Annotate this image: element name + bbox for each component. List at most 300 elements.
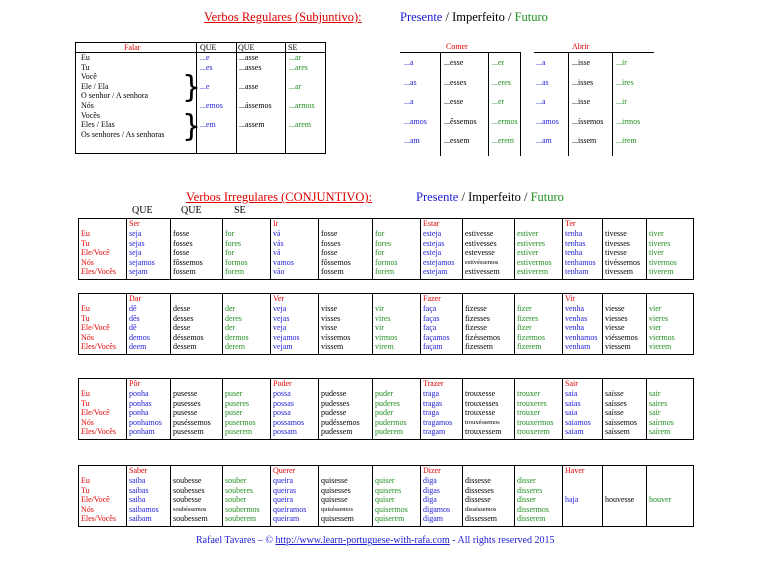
cell: formos xyxy=(375,257,398,267)
col-divider xyxy=(602,465,603,526)
col-divider xyxy=(222,465,223,526)
cell: tiver xyxy=(649,229,664,238)
cell: quiséssemos xyxy=(321,505,353,513)
cell: possam xyxy=(273,427,297,437)
cell: possas xyxy=(273,398,294,408)
falar-header: Falar xyxy=(124,43,141,52)
cell: vejam xyxy=(273,342,293,352)
verb-label: Saber xyxy=(129,466,148,475)
conjugation-col xyxy=(375,389,420,437)
cell: ponha xyxy=(129,408,149,418)
regular-legend xyxy=(400,10,548,25)
conjugation-col xyxy=(649,476,692,524)
col-divider xyxy=(270,378,271,439)
cell: dês xyxy=(129,313,140,323)
cell: saias xyxy=(565,398,581,408)
cell xyxy=(605,476,646,486)
col-divider xyxy=(318,218,319,279)
col-divider xyxy=(372,465,373,526)
se-header: SE xyxy=(234,205,246,216)
conjugation-col xyxy=(565,229,602,277)
cell: quiserem xyxy=(375,514,405,524)
verb-label: Fazer xyxy=(423,294,441,303)
cell: dê xyxy=(129,323,137,333)
cell: vieres xyxy=(649,313,669,323)
pronoun: Ele/Você xyxy=(81,408,110,418)
cell: ...ires xyxy=(616,77,634,87)
conjugation-col xyxy=(225,304,270,352)
cell: fôssemos xyxy=(173,257,203,267)
conjugation-col xyxy=(605,304,646,352)
cell: ponhamos xyxy=(129,417,162,427)
cell: pusermos xyxy=(225,417,256,427)
regular-title xyxy=(204,10,362,25)
cell: trouxermos xyxy=(517,417,554,427)
cell: trouxéssemos xyxy=(465,418,500,426)
footer-copyright: Rafael Tavares – © xyxy=(196,535,276,546)
col-divider xyxy=(488,52,489,156)
conjugation-col xyxy=(565,476,602,524)
cell: soubéssemos xyxy=(173,505,207,513)
cell xyxy=(200,130,223,140)
cell: vá xyxy=(273,248,281,258)
verb-label: Ser xyxy=(129,219,140,228)
verb-label: Vir xyxy=(565,294,576,303)
cell xyxy=(565,514,602,524)
brace-icon: } xyxy=(182,109,202,144)
col-divider xyxy=(462,293,463,354)
que-header: QUE xyxy=(181,205,202,216)
cell: pudéssemos xyxy=(321,417,360,427)
cell xyxy=(200,72,223,82)
cell: esteja xyxy=(423,248,442,258)
cell: soubesse xyxy=(173,495,202,505)
cell: venhas xyxy=(565,313,588,323)
cell: ...am xyxy=(536,136,552,145)
comer-presente-col xyxy=(404,53,427,151)
verb-label: Dizer xyxy=(423,466,441,475)
cell: seja xyxy=(129,248,142,258)
cell: ...essem xyxy=(444,136,470,145)
cell xyxy=(239,72,272,82)
cell: fizer xyxy=(517,323,532,333)
cell xyxy=(200,111,223,121)
cell: ...es xyxy=(200,62,213,72)
abrir-header: Abrir xyxy=(572,42,590,51)
cell: tiveres xyxy=(649,238,671,248)
cell: ...ir xyxy=(616,97,627,106)
pronoun: Ele/Você xyxy=(81,248,110,258)
col-divider xyxy=(420,378,421,439)
col-divider xyxy=(646,293,647,354)
cell: saiba xyxy=(129,476,146,485)
cell: vão xyxy=(273,267,285,277)
cell: puder xyxy=(375,408,394,418)
pronoun: Nós xyxy=(81,332,94,342)
irregular-title xyxy=(186,190,372,205)
col-divider xyxy=(170,465,171,526)
conjugation-col xyxy=(517,476,562,524)
legend-sep: / xyxy=(442,10,453,24)
cell: der xyxy=(225,323,236,333)
cell: ...issem xyxy=(572,136,597,145)
cell: haja xyxy=(565,495,579,505)
cell xyxy=(565,505,602,515)
conjugation-col xyxy=(273,229,318,277)
cell: ...eres xyxy=(492,77,511,87)
conjugation-col xyxy=(321,304,372,352)
cell: dissesse xyxy=(465,495,491,505)
cell: estejam xyxy=(423,267,448,277)
verb-label: Estar xyxy=(423,219,440,228)
pronoun: Eu xyxy=(81,229,90,238)
cell: quisermos xyxy=(375,504,408,514)
cell: fizerem xyxy=(517,342,542,352)
conjugation-col xyxy=(225,389,270,437)
pronoun: Tu xyxy=(81,313,90,323)
cell xyxy=(649,476,692,486)
cell: puder xyxy=(375,389,394,398)
cell: pudermos xyxy=(375,417,407,427)
cell: venha xyxy=(565,323,585,333)
cell: quisessem xyxy=(321,514,354,524)
conjugation-col xyxy=(517,389,562,437)
se-header: SE xyxy=(288,43,298,52)
legend-presente: Presente xyxy=(416,190,459,204)
col-divider xyxy=(462,378,463,439)
col-divider xyxy=(646,218,647,279)
cell: desse xyxy=(173,323,191,333)
col-divider xyxy=(562,378,563,439)
cell: trouxer xyxy=(517,408,541,418)
cell: quisesse xyxy=(321,495,348,505)
cell: fizeres xyxy=(517,313,539,323)
cell: possa xyxy=(273,389,291,398)
pronoun-col xyxy=(81,304,116,352)
pronoun-col xyxy=(81,229,116,277)
cell: puser xyxy=(225,389,243,398)
footer-link[interactable]: http://www.learn-portuguese-with-rafa.com xyxy=(275,535,450,546)
col-divider xyxy=(646,378,647,439)
col-divider xyxy=(318,465,319,526)
conjugation-col xyxy=(517,304,562,352)
conjugation-col xyxy=(129,389,170,437)
cell: tivesses xyxy=(605,238,630,248)
que-header: QUE xyxy=(132,205,153,216)
cell: fosse xyxy=(173,248,190,258)
col-divider xyxy=(170,378,171,439)
cell: tiverem xyxy=(649,267,674,277)
cell: Tu xyxy=(81,62,90,72)
cell: tragas xyxy=(423,398,443,408)
cell: ...ermos xyxy=(492,116,518,126)
cell: seja xyxy=(129,229,142,238)
cell xyxy=(565,476,602,486)
conjugation-col xyxy=(375,304,420,352)
cell: possamos xyxy=(273,417,305,427)
cell: ...esse xyxy=(444,97,464,106)
cell: fossem xyxy=(321,267,344,277)
cell: disser xyxy=(517,476,536,485)
cell: fores xyxy=(225,238,241,248)
col-divider xyxy=(318,293,319,354)
cell: virem xyxy=(375,342,394,352)
que-header: QUE xyxy=(238,43,255,52)
cell: pudesse xyxy=(321,408,347,418)
cell: desses xyxy=(173,313,194,323)
col-divider xyxy=(372,218,373,279)
cell: ...as xyxy=(536,77,549,87)
legend-sep: / xyxy=(504,10,515,24)
cell: Eles / Elas xyxy=(81,120,115,130)
conjugation-col xyxy=(321,476,372,524)
cell: ...amos xyxy=(404,116,427,126)
conjugation-col xyxy=(423,476,462,524)
cell: estivermos xyxy=(517,257,552,267)
cell: saíssemos xyxy=(605,417,637,427)
col-divider xyxy=(562,293,563,354)
col-divider xyxy=(602,378,603,439)
cell: visse xyxy=(321,323,337,333)
cell: dissermos xyxy=(517,504,549,514)
cell: saíssem xyxy=(605,427,630,437)
conjugation-col xyxy=(423,389,462,437)
verb-label: Querer xyxy=(273,466,296,475)
col-divider xyxy=(420,293,421,354)
cell: vir xyxy=(375,304,384,313)
cell: vamos xyxy=(273,257,294,267)
cell: sejas xyxy=(129,238,145,248)
cell: queiram xyxy=(273,514,300,524)
cell: formos xyxy=(225,257,248,267)
cell: fosse xyxy=(321,229,338,238)
cell: saia xyxy=(565,408,578,418)
cell: ...a xyxy=(536,58,546,67)
col-divider xyxy=(222,218,223,279)
verb-label: Haver xyxy=(565,466,585,475)
cell: queira xyxy=(273,476,293,485)
cell: faça xyxy=(423,304,437,313)
conjugation-col xyxy=(465,476,514,524)
cell: ...esses xyxy=(444,77,467,87)
cell: digas xyxy=(423,485,440,495)
cell: for xyxy=(375,229,385,238)
cell: ...er xyxy=(492,58,505,67)
cell: veja xyxy=(273,323,287,333)
cell: venha xyxy=(565,304,585,313)
cell: estejamos xyxy=(423,257,455,267)
legend-futuro: Futuro xyxy=(514,10,548,24)
cell xyxy=(200,91,223,101)
cell: ...irem xyxy=(616,136,637,145)
cell: tivesse xyxy=(605,248,627,258)
col-divider xyxy=(462,218,463,279)
cell: Eu xyxy=(81,53,90,62)
conjugation-col xyxy=(225,229,270,277)
cell: ...a xyxy=(404,58,414,67)
cell: puséssemos xyxy=(173,417,211,427)
cell: visse xyxy=(321,304,337,313)
cell: puserem xyxy=(225,427,253,437)
cell: vás xyxy=(273,238,284,248)
cell: fossem xyxy=(173,267,196,277)
cell: trouxerem xyxy=(517,427,550,437)
cell: sejamos xyxy=(129,257,155,267)
cell: fosse xyxy=(321,248,338,258)
legend-presente: Presente xyxy=(400,10,443,24)
regular-pronouns xyxy=(81,53,165,139)
cell: viesse xyxy=(605,323,625,333)
cell: faças xyxy=(423,313,440,323)
cell: tenha xyxy=(565,248,583,258)
cell: puderem xyxy=(375,427,403,437)
cell: saísse xyxy=(605,389,624,398)
regular-futuro-col xyxy=(289,53,315,139)
cell: fizéssemos xyxy=(465,332,501,342)
cell: trouxesse xyxy=(465,408,496,418)
col-divider xyxy=(318,378,319,439)
pronoun: Eles/Vocês xyxy=(81,514,116,524)
col-divider xyxy=(126,218,127,279)
cell: forem xyxy=(225,267,245,277)
pronoun: Nós xyxy=(81,417,94,427)
conjugation-col xyxy=(225,476,270,524)
cell: ...irmos xyxy=(616,116,641,126)
cell: vier xyxy=(649,304,662,313)
cell: visses xyxy=(321,313,341,323)
cell xyxy=(605,486,646,496)
cell: sair xyxy=(649,389,661,398)
cell: ...armos xyxy=(289,100,315,110)
cell: fizessem xyxy=(465,342,493,352)
cell: ...ar xyxy=(289,53,302,62)
cell: fizer xyxy=(517,304,532,313)
brace-icon: } xyxy=(182,70,202,105)
cell: deem xyxy=(129,342,147,352)
pronoun: Eles/Vocês xyxy=(81,427,116,437)
cell: vier xyxy=(649,323,662,333)
cell: veja xyxy=(273,304,287,313)
cell: disséssemos xyxy=(465,505,497,513)
cell: puseres xyxy=(225,398,249,408)
cell: saísses xyxy=(605,398,627,408)
cell: vir xyxy=(375,323,384,333)
conjugation-col xyxy=(565,304,602,352)
legend-imperfeito: Imperfeito xyxy=(452,10,505,24)
conjugation-col xyxy=(649,389,692,437)
cell xyxy=(649,486,692,496)
cell: ...am xyxy=(404,136,420,145)
pronoun: Eu xyxy=(81,476,90,485)
col-divider xyxy=(372,293,373,354)
conjugation-col xyxy=(649,229,692,277)
cell: ...a xyxy=(536,97,546,106)
cell: estiver xyxy=(517,248,539,258)
cell: for xyxy=(225,229,235,238)
footer xyxy=(196,535,554,546)
cell: Ele / Ela xyxy=(81,81,109,91)
conjugation-col xyxy=(465,389,514,437)
col-divider xyxy=(170,218,171,279)
cell: soubesses xyxy=(173,485,205,495)
col-divider xyxy=(612,52,613,156)
cell: pudesse xyxy=(321,389,347,398)
conjugation-col xyxy=(129,229,170,277)
cell: viesse xyxy=(605,304,625,313)
pronoun: Eu xyxy=(81,389,90,398)
col-divider xyxy=(126,465,127,526)
cell: estivéssemos xyxy=(465,258,499,266)
cell: vierem xyxy=(649,342,672,352)
cell: Os senhores / As senhoras xyxy=(81,129,165,139)
cell: fizermos xyxy=(517,332,545,342)
cell: estiveres xyxy=(517,238,545,248)
cell: saiba xyxy=(129,495,146,505)
conjugation-col xyxy=(173,389,222,437)
cell: fizesse xyxy=(465,304,487,313)
cell: soubessem xyxy=(173,514,208,524)
cell: viéssemos xyxy=(605,332,638,342)
cell: ponhas xyxy=(129,398,152,408)
cell: quiser xyxy=(375,495,395,505)
cell: fosses xyxy=(321,238,341,248)
cell: Nós xyxy=(81,100,94,110)
cell: saibamos xyxy=(129,504,159,514)
cell: esteja xyxy=(423,229,442,238)
cell xyxy=(605,514,646,524)
irregular-title-text: Verbos Irregulares (CONJUNTIVO): xyxy=(186,190,373,204)
cell: dissesses xyxy=(465,485,494,495)
cell xyxy=(649,514,692,524)
cell xyxy=(289,130,315,140)
col-divider xyxy=(170,293,171,354)
cell: viesses xyxy=(605,313,628,323)
cell: vá xyxy=(273,229,281,238)
cell: estivesse xyxy=(465,229,494,238)
cell: vejamos xyxy=(273,332,300,342)
cell: quisesse xyxy=(321,476,348,485)
cell: deres xyxy=(225,313,242,323)
cell xyxy=(289,91,315,101)
verb-label: Ver xyxy=(273,294,285,303)
cell: ...erem xyxy=(492,136,514,145)
col-divider xyxy=(126,378,127,439)
cell: puser xyxy=(225,408,243,418)
cell: saibas xyxy=(129,485,149,495)
cell: tenhas xyxy=(565,238,586,248)
comer-futuro-col xyxy=(492,53,518,151)
abrir-imperfeito-col xyxy=(572,53,603,151)
cell: víssemos xyxy=(321,332,351,342)
cell: ...isses xyxy=(572,77,594,87)
conjugation-col xyxy=(129,304,170,352)
cell: viessem xyxy=(605,342,631,352)
col-divider xyxy=(514,378,515,439)
cell: estiverem xyxy=(517,267,549,277)
cell: ...emos xyxy=(200,100,223,110)
cell: puderes xyxy=(375,398,400,408)
col-divider xyxy=(270,218,271,279)
cell: queiramos xyxy=(273,504,307,514)
cell: demos xyxy=(129,332,150,342)
cell: déssemos xyxy=(173,332,204,342)
cell: tenha xyxy=(565,229,583,238)
cell: estivesses xyxy=(465,238,497,248)
comer-header: Comer xyxy=(446,42,468,51)
cell: souberes xyxy=(225,485,253,495)
cell: tiver xyxy=(649,248,664,258)
conjugation-col xyxy=(649,304,692,352)
